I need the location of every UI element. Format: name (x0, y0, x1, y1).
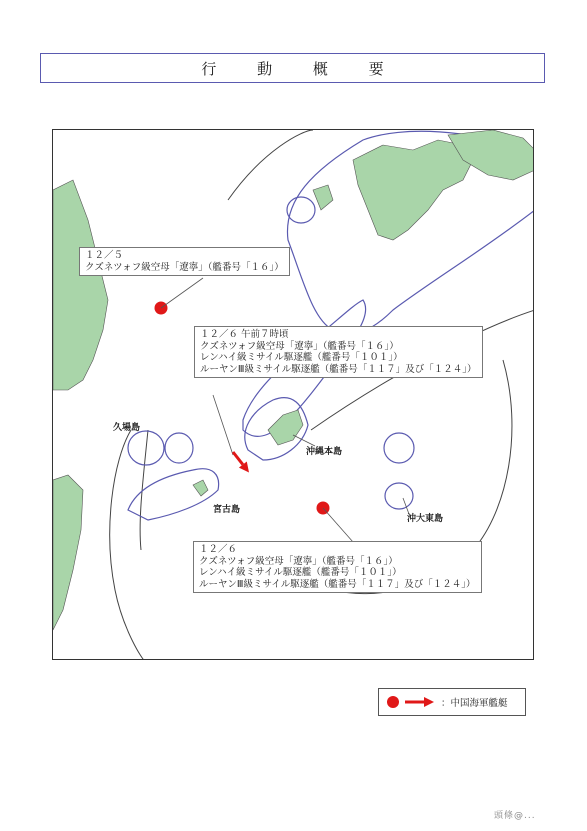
page-title: 行 動 概 要 (201, 59, 402, 78)
boundary-line (228, 130, 313, 200)
zone-outline-daito2 (385, 483, 413, 509)
callout-dec6-am-line-3: ルーヤンⅢ級ミサイル駆逐艦（艦番号「１１７」及び「１２４」） (200, 363, 477, 375)
land-okinawa (268, 410, 303, 445)
zone-outline-daito1 (384, 433, 414, 463)
callout-dec5-line-1: クズネツォフ級空母「遼寧」（艦番号「１６」） (85, 261, 284, 273)
callout-dec6-am-line-1: クズネツォフ級空母「遼寧」（艦番号「１６」） (200, 340, 399, 352)
land-taiwan (53, 475, 83, 630)
callout-dec6-am (194, 326, 483, 378)
legend-ship-dot (387, 696, 399, 708)
legend-arrow-icon (405, 697, 435, 707)
callout-dec6-line-2: レンハイ級ミサイル駆逐艦（艦番号「１０１」） (199, 567, 402, 578)
land-kyushu (353, 140, 473, 240)
footer-watermark: 頭條@... (494, 811, 536, 821)
land-china-north (53, 180, 108, 390)
callout-dec6 (193, 541, 482, 593)
callout-dec5 (79, 247, 290, 276)
land-miyako (193, 480, 208, 496)
zone-outline-kume2 (165, 433, 193, 463)
callout-dec5-date: １２／５ (85, 250, 124, 261)
movement-arrow (229, 449, 253, 476)
place-label-okinawa: 沖縄本島 (306, 447, 343, 457)
callout-dec6-am-line-2: レンハイ級ミサイル駆逐艦（艦番号「１０１」） (200, 352, 403, 363)
leader-line-dec6 (323, 508, 353, 542)
leader-line-dec6-am (213, 395, 233, 455)
place-label-okidaito: 沖大東島 (407, 514, 444, 524)
callout-dec6-line-1: クズネツォフ級空母「遼寧」（艦番号「１６」） (199, 555, 398, 567)
map-frame (52, 129, 534, 660)
map-legend (378, 688, 526, 716)
legend-label: ：中国海軍艦艇 (441, 698, 508, 709)
callout-dec6-date: １２／６ (199, 544, 238, 555)
place-label-miyako: 宮古島 (213, 505, 241, 515)
callout-dec6-line-3: ルーヤンⅢ級ミサイル駆逐艦（艦番号「１１７」及び「１２４」） (199, 578, 476, 590)
place-label-kumejima: 久場島 (113, 423, 141, 433)
title-box (40, 53, 545, 83)
land-small-island (313, 185, 333, 210)
callout-dec6-am-date: １２／６ 午前７時頃 (200, 329, 289, 340)
leader-line-dec5 (161, 278, 203, 308)
